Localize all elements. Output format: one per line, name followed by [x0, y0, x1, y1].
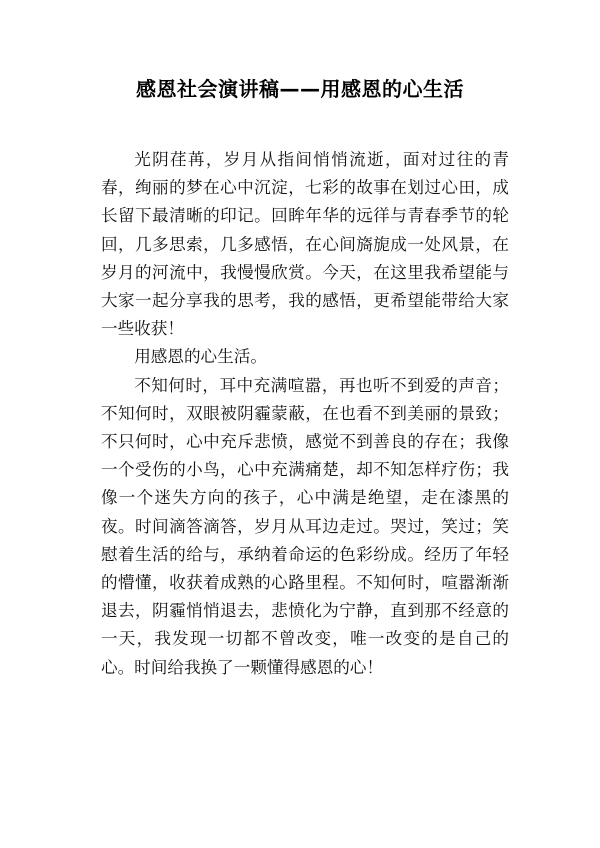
document-title: 感恩社会演讲稿——用感恩的心生活	[136, 77, 464, 101]
paragraph-intro: 光阴荏苒，岁月从指间悄悄流逝，面对过往的青春，绚丽的梦在心中沉淀，七彩的故事在划过心田，成长留下最清晰的印记。回眸年华的远徉与青春季节的轮回，几多思索，几多感悟，在心间旖旎成一处风景，在岁月的河流中，我慢慢欣赏。今天，在这里我希望能与大家一起分享我的思考，我的感悟，更希望能带给大家一些收获！	[101, 150, 509, 339]
paragraph-story: 不知何时，耳中充满喧嚣，再也听不到爱的声音；不知何时，双眼被阴霾蒙蔽，在也看不到美丽的景致；不只何时，心中充斥悲愤，感觉不到善良的存在；我像一个受伤的小鸟，心中充满痛楚，却不知怎样疗伤；我像一个迷失方向的孩子，心中满是绝望，走在漆黑的夜。时间滴答滴答，岁月从耳边走过。哭过，笑过；笑慰着生活的给与，承纳着命运的色彩纷成。经历了年轻的懵懂，收获着成熟的心路里程。不知何时，喧嚣渐渐退去，阴霾悄悄退去，悲愤化为宁静，直到那不经意的一天，我发现一切都不曾改变，唯一改变的是自己的心。时间给我换了一颗懂得感恩的心！	[101, 375, 509, 677]
paragraph-theme: 用感恩的心生活。	[134, 347, 267, 367]
document-body	[101, 146, 509, 682]
